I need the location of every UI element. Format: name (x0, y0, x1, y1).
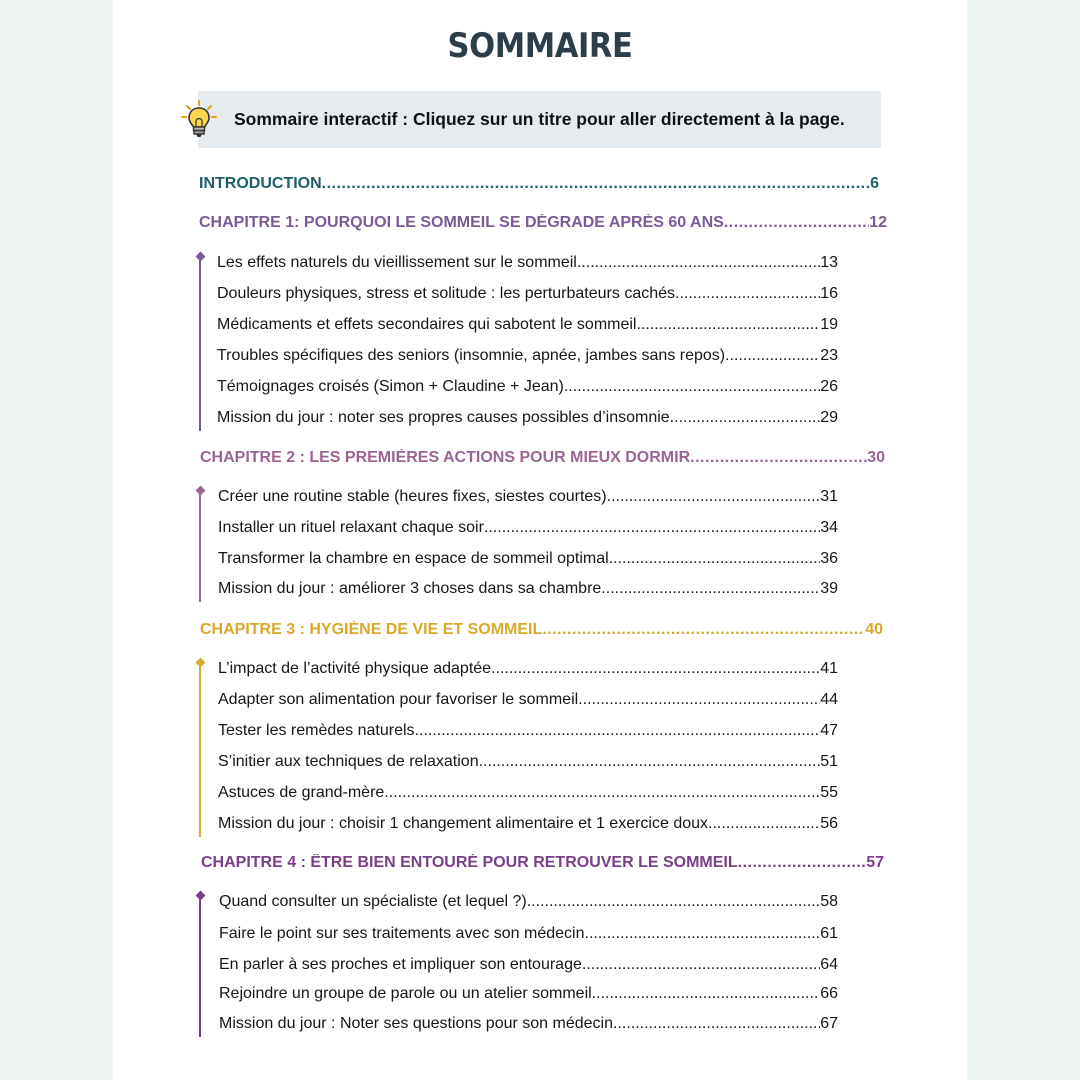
toc-chapter-2[interactable] (200, 449, 885, 467)
toc-section[interactable] (217, 316, 838, 334)
dot-leader (636, 316, 820, 334)
dot-leader (527, 893, 820, 911)
dot-leader (582, 956, 820, 974)
dot-leader (542, 621, 865, 639)
toc-section[interactable] (219, 1015, 838, 1033)
dot-leader (322, 175, 870, 193)
toc-section-page-number: 34 (820, 519, 838, 536)
dot-leader (675, 285, 820, 303)
toc-section-label: Mission du jour : Noter ses questions pour son médecin (219, 1015, 613, 1032)
toc-section[interactable] (218, 660, 838, 678)
dot-leader (725, 347, 820, 365)
toc-section-page-number: 39 (820, 580, 838, 597)
toc-section[interactable] (218, 753, 838, 771)
toc-section-page-number: 26 (820, 378, 838, 395)
toc-section-label: L’impact de l’activité physique adaptée (218, 660, 492, 677)
toc-chapter-2-page-number: 30 (867, 449, 885, 466)
diamond-marker-icon (195, 891, 205, 901)
toc-section-page-number: 58 (820, 893, 838, 910)
toc-section-label: Mission du jour : choisir 1 changement alimentaire et 1 exercice doux (218, 815, 709, 832)
dot-leader (613, 1015, 820, 1033)
toc-section[interactable] (218, 722, 838, 740)
chapter-2-vertical-rule (199, 491, 201, 602)
toc-section-label: Transformer la chambre en espace de sommeil optimal (218, 550, 609, 567)
toc-section-label: Adapter son alimentation pour favoriser le sommeil (218, 691, 579, 708)
toc-section-label: Témoignages croisés (Simon + Claudine + Jean) (217, 378, 564, 395)
toc-section[interactable] (219, 893, 838, 911)
toc-section[interactable] (217, 409, 838, 427)
dot-leader (479, 753, 821, 771)
toc-section[interactable] (219, 985, 838, 1003)
toc-section[interactable] (218, 784, 838, 802)
toc-section-page-number: 51 (820, 753, 838, 770)
lightbulb-icon (181, 100, 217, 140)
dot-leader (601, 580, 820, 598)
toc-section-page-number: 64 (820, 956, 838, 973)
dot-leader (384, 784, 820, 802)
toc-section-label: Les effets naturels du vieillissement sur le sommeil (217, 254, 577, 271)
toc-section-page-number: 29 (820, 409, 838, 426)
toc-section-page-number: 13 (820, 254, 838, 271)
chapter-3-vertical-rule (199, 663, 201, 837)
toc-section[interactable] (218, 580, 838, 598)
toc-introduction-page-number: 6 (870, 175, 879, 192)
dot-leader (585, 925, 821, 943)
toc-section-label: En parler à ses proches et impliquer son entourage (219, 956, 582, 973)
toc-section-page-number: 16 (820, 285, 838, 302)
toc-section-page-number: 56 (820, 815, 838, 832)
toc-section[interactable] (218, 550, 838, 568)
toc-section-page-number: 31 (820, 488, 838, 505)
toc-section-label: Mission du jour : améliorer 3 choses dans sa chambre (218, 580, 602, 597)
diamond-marker-icon (195, 252, 205, 262)
dot-leader (690, 449, 867, 467)
dot-leader (564, 378, 820, 396)
toc-section-label: Mission du jour : noter ses propres causes possibles d’insomnie (217, 409, 670, 426)
toc-section[interactable] (217, 254, 838, 272)
dot-leader (738, 854, 867, 872)
toc-introduction-label: INTRODUCTION (199, 175, 322, 192)
dot-leader (609, 550, 821, 568)
toc-section[interactable] (217, 378, 838, 396)
page-title: SOMMAIRE (447, 26, 633, 66)
toc-section-page-number: 61 (820, 925, 838, 942)
toc-section-page-number: 47 (820, 722, 838, 739)
toc-section[interactable] (218, 691, 838, 709)
dot-leader (708, 815, 820, 833)
dot-leader (484, 519, 820, 537)
dot-leader (578, 691, 820, 709)
toc-section[interactable] (217, 285, 838, 303)
toc-section[interactable] (218, 488, 838, 506)
toc-section-label: Médicaments et effets secondaires qui sabotent le sommeil (217, 316, 637, 333)
toc-chapter-3-page-number: 40 (865, 621, 883, 638)
toc-chapter-4[interactable] (201, 854, 884, 872)
dot-leader (415, 722, 821, 740)
toc-section-page-number: 55 (820, 784, 838, 801)
diamond-marker-icon (195, 486, 205, 496)
toc-chapter-4-label: CHAPITRE 4 : ÊTRE BIEN ENTOURÉ POUR RETROUVER LE SOMMEIL (201, 854, 738, 871)
toc-chapter-1-page-number: 12 (869, 214, 887, 231)
toc-chapter-3-label: CHAPITRE 3 : HYGIÈNE DE VIE ET SOMMEIL (200, 621, 543, 638)
toc-section-label: Installer un rituel relaxant chaque soir (218, 519, 484, 536)
diamond-marker-icon (195, 658, 205, 668)
toc-section[interactable] (218, 519, 838, 537)
toc-section-label: Rejoindre un groupe de parole ou un atelier sommeil (219, 985, 592, 1002)
dot-leader (577, 254, 820, 272)
dot-leader (724, 214, 869, 232)
toc-section-page-number: 19 (820, 316, 838, 333)
dot-leader (491, 660, 820, 678)
toc-section-label: S’initier aux techniques de relaxation (218, 753, 479, 770)
dot-leader (670, 409, 821, 427)
tip-text: Sommaire interactif : Cliquez sur un titre pour aller directement à la page. (234, 109, 845, 129)
chapter-1-vertical-rule (199, 257, 201, 431)
toc-section-page-number: 67 (820, 1015, 838, 1032)
toc-chapter-4-page-number: 57 (866, 854, 884, 871)
toc-section[interactable] (219, 925, 838, 943)
toc-section-page-number: 66 (820, 985, 838, 1002)
toc-section[interactable] (219, 956, 838, 974)
toc-chapter-2-label: CHAPITRE 2 : LES PREMIÈRES ACTIONS POUR MIEUX DORMIR (200, 449, 691, 466)
toc-section-label: Faire le point sur ses traitements avec son médecin (219, 925, 585, 942)
toc-section-page-number: 41 (820, 660, 838, 677)
document-page (113, 0, 967, 1080)
toc-section-label: Douleurs physiques, stress et solitude : les perturbateurs cachés (217, 285, 676, 302)
toc-section-label: Quand consulter un spécialiste (et lequel ?) (219, 893, 527, 910)
toc-section-page-number: 36 (820, 550, 838, 567)
chapter-4-vertical-rule (199, 896, 201, 1037)
toc-section[interactable] (217, 347, 838, 365)
toc-section-page-number: 23 (820, 347, 838, 364)
toc-section[interactable] (218, 815, 838, 833)
toc-chapter-1[interactable] (199, 214, 887, 232)
dot-leader (592, 985, 821, 1003)
toc-chapter-1-label: CHAPITRE 1: POURQUOI LE SOMMEIL SE DÉGRADE APRÈS 60 ANS (199, 214, 724, 231)
toc-introduction[interactable] (199, 175, 879, 193)
toc-chapter-3[interactable] (200, 621, 883, 639)
toc-section-label: Créer une routine stable (heures fixes, siestes courtes) (218, 488, 607, 505)
dot-leader (607, 488, 821, 506)
toc-section-page-number: 44 (820, 691, 838, 708)
toc-section-label: Troubles spécifiques des seniors (insomnie, apnée, jambes sans repos) (217, 347, 726, 364)
toc-section-label: Tester les remèdes naturels (218, 722, 415, 739)
tip-box (198, 91, 881, 148)
toc-section-label: Astuces de grand-mère (218, 784, 385, 801)
